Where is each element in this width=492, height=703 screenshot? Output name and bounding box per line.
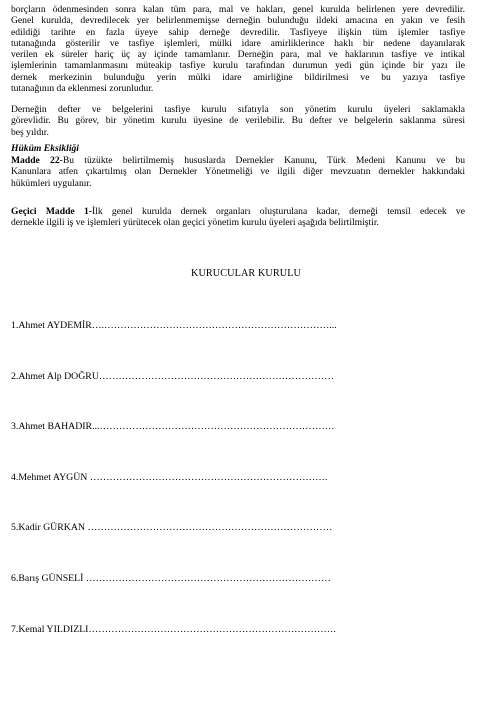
- member-line: 5.Kadir GÜRKAN …………………………………………………………………: [11, 522, 333, 533]
- paragraph-madde-22: [11, 155, 465, 189]
- text-line: işlemlerinin tamamlanmasını müteakip tasfiye kurulu tarafından durumun yedi gün içinde bir yazı ile: [11, 60, 465, 72]
- text-line: Kanunlara atfen çıkartılmış olan Dernekler Yönetmeliği ve ilgili diğer mevzuatın dernekler hakkındaki: [11, 166, 465, 178]
- paragraph-records: [11, 104, 465, 138]
- text-line: hükümleri uygulanır.: [11, 177, 92, 189]
- member-line: 1.Ahmet AYDEMİR….……………………………………………………………...: [11, 320, 337, 331]
- paragraph-gecici-madde: [11, 206, 465, 229]
- article-text: Bu tüzükte belirtilmemiş hususlarda Dernekler Kanunu, Türk Medeni Kanunu ve bu: [62, 155, 466, 166]
- text-line: dernek merkezinin bulunduğu yerin mülki idare amirliğine bildirilmesi ve bu yazıya tasfiye: [11, 71, 465, 83]
- member-line: 7.Kemal YILDIZLI………………………………………………………………….: [11, 624, 336, 635]
- text-line: beş yıldır.: [11, 126, 49, 138]
- text-line: Genel kurulda, devredilecek yer belirlenmemişse derneğin bulunduğu ildeki amacına en yakın ve fesih: [11, 15, 465, 27]
- article-text: İlk genel kurulda dernek organları oluşturulana kadar, derneği temsil edecek ve: [91, 206, 465, 217]
- section-heading: Hüküm Eksikliği: [11, 143, 79, 154]
- text-line: edildiği tarihte en fazla üyeye sahip derneğe devredilir. Tasfiyeye ilişkin tüm işlemler tasfiye: [11, 26, 465, 38]
- text-line: [11, 155, 465, 166]
- text-line: verilen ek süreler hariç üç ay içinde tamamlanır. Derneğin para, mal ve haklarının tasfiye ve intikal: [11, 49, 465, 61]
- text-line: tutanağının da eklenmesi zorunludur.: [11, 83, 154, 95]
- member-line: 4.Mehmet AYGÜN ……………………………………………………………….: [11, 472, 328, 483]
- article-label: Geçici Madde 1-: [11, 206, 92, 217]
- text-line: tutanağında gösterilir ve tasfiye işlemleri, mülki idare amirliklerince haklı bir nedene dayanılarak: [11, 37, 465, 49]
- article-label: Madde 22-: [11, 155, 63, 166]
- text-line: Derneğin defter ve belgelerini tasfiye kurulu sıfatıyla son yönetim kurulu üyeleri saklamakla: [11, 104, 465, 115]
- text-line: dernekle ilgili iş ve işlemleri yürütecek olan geçici yönetim kurulu üyeleri aşağıda belirtilmiştir.: [11, 217, 379, 229]
- member-line: 6.Barış GÜNSELİ …………………………………………………………………: [11, 573, 331, 584]
- member-line: 2.Ahmet Alp DOĞRU………………………………………………………………: [11, 371, 335, 382]
- text-line: [11, 206, 465, 217]
- text-line: görevlidir. Bu görev, bir yönetim kurulu üyesine de verilebilir. Bu defter ve belgelerin saklanma süresi: [11, 115, 465, 127]
- paragraph-liquidation: [11, 4, 465, 94]
- member-line: 3.Ahmet BAHADIR...………………………………………………………………: [11, 421, 335, 432]
- text-line: borçların ödenmesinden sonra kalan tüm para, mal ve hakları, genel kurulda belirlenen yere devredilir.: [11, 4, 465, 15]
- board-title: KURUCULAR KURULU: [191, 268, 301, 279]
